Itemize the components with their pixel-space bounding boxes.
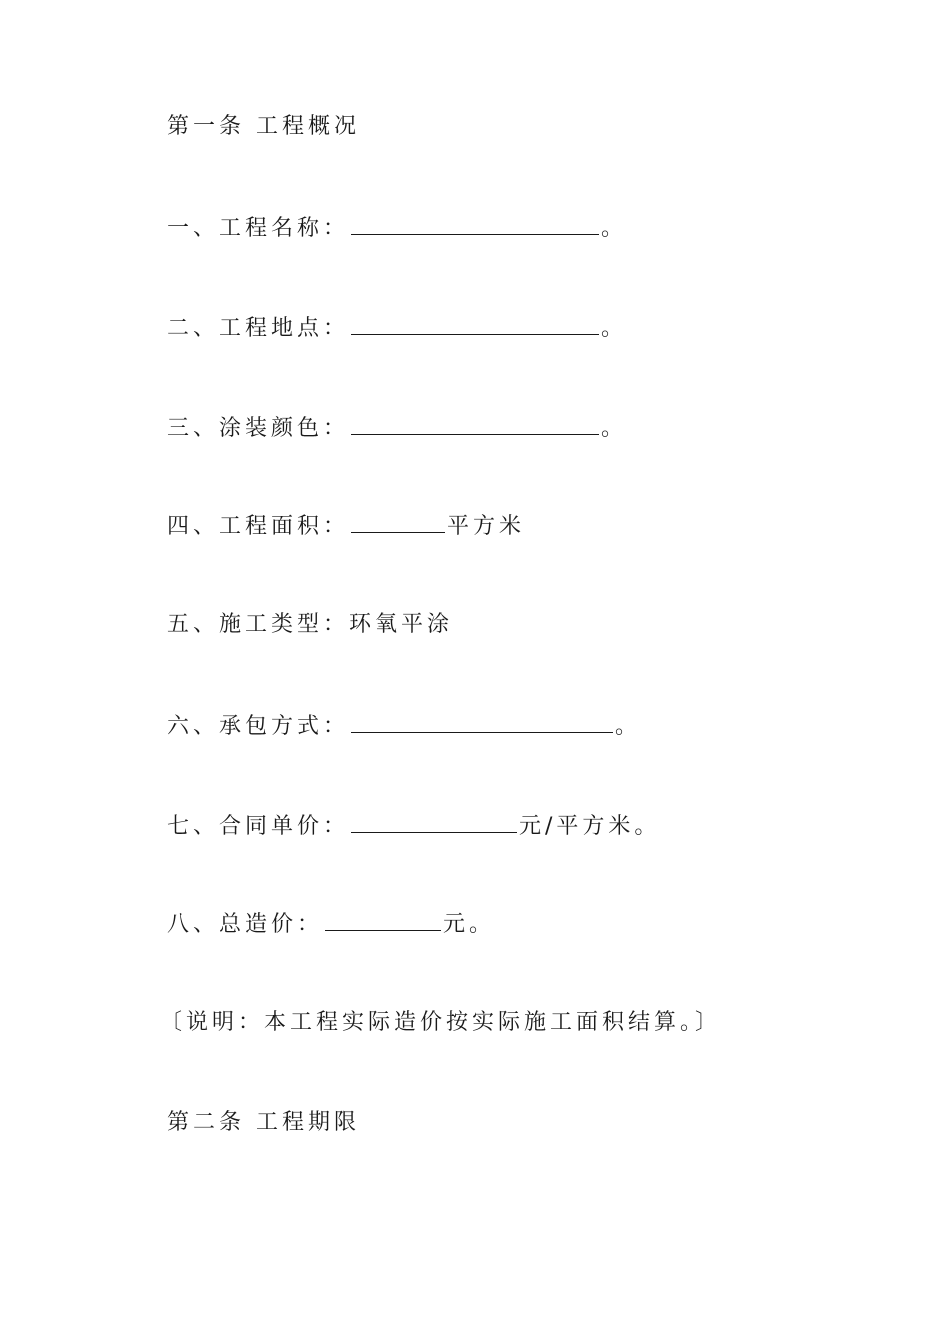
item-label: 三、涂装颜色： [167,416,350,441]
fill-blank [351,510,445,533]
fill-blank [351,710,613,733]
section-title-2 [167,1108,360,1138]
item-suffix: 平方米 [447,514,526,539]
section-title-1 [167,112,360,142]
fill-blank [351,412,599,435]
note [160,1008,721,1038]
item-construction-type [167,610,453,640]
item-suffix: 。 [601,316,628,341]
fill-blank [325,908,441,931]
item-coating-color [167,412,627,444]
item-label: 四、工程面积： [167,514,350,539]
item-project-area [167,510,525,542]
item-label: 七、合同单价： [167,814,350,839]
item-label: 六、承包方式： [167,714,350,739]
item-label: 五、施工类型： [167,612,350,637]
item-label: 八、总造价： [167,912,324,937]
item-suffix: 元/平方米。 [519,814,661,839]
section-title-text: 第二条 工程期限 [167,1110,360,1135]
item-value: 环氧平涂 [349,612,454,637]
section-title-text: 第一条 工程概况 [167,114,360,139]
fill-blank [351,212,599,235]
fill-blank [351,312,599,335]
item-project-name [167,212,627,244]
item-unit-price [167,810,660,842]
item-suffix: 。 [615,714,642,739]
item-suffix: 元。 [443,912,496,937]
item-label: 一、工程名称： [167,216,350,241]
item-contract-method [167,710,641,742]
item-suffix: 。 [601,416,628,441]
item-project-location [167,312,627,344]
item-total-cost [167,908,495,940]
item-label: 二、工程地点： [167,316,350,341]
item-suffix: 。 [601,216,628,241]
note-text: 〔说明：本工程实际造价按实际施工面积结算。〕 [160,1010,722,1035]
fill-blank [351,810,517,833]
